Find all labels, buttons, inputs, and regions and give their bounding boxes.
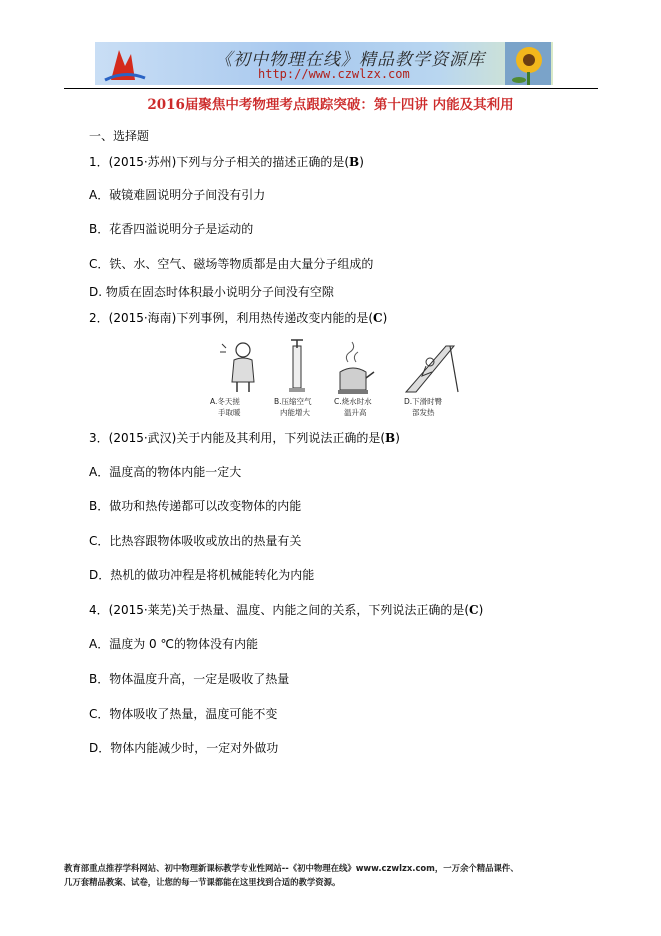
caption-a-line-1: A.冬天搓 [210,397,240,406]
rubbing-hands-illustration-icon [220,343,254,392]
question-1-option-d: D. 物质在固态时体积最小说明分子间没有空隙 [89,285,334,299]
question-4-stem: 4．(2015·莱芜)关于热量、温度、内能之间的关系，下列说法正确的是(C) [89,603,484,617]
caption-c-line-1: C.烧水时水 [334,397,372,406]
question-1-answer: B [349,155,360,169]
header-rule [64,88,598,89]
question-4-answer: C [469,603,479,617]
question-4-option-a: A．温度为 0 ℃的物体没有内能 [89,637,258,651]
caption-b-line-2: 内能增大 [280,408,310,417]
caption-d-line-1: D.下滑时臀 [404,397,443,406]
question-3-option-c: C．比热容跟物体吸收或放出的热量有关 [89,534,302,548]
air-compression-pump-illustration-icon [289,340,305,392]
banner-url[interactable]: http://www.czwlzx.com [258,67,410,81]
caption-c-line-2: 温升高 [344,408,367,417]
question-1-option-c: C．铁、水、空气、磁场等物质都是由大量分子组成的 [89,257,374,271]
question-2-figure [210,338,472,420]
caption-b-line-1: B.压缩空气 [274,397,312,406]
question-1-stem: 1．(2015·苏州)下列与分子相关的描述正确的是(B) [89,155,364,169]
slide-illustration-icon [406,346,458,392]
question-3-answer: B [385,431,396,445]
caption-d-line-2: 部发热 [412,408,435,417]
question-1-option-a: A．破镜难圆说明分子间没有引力 [89,188,266,202]
banner-title: 《初中物理在线》精品教学资源库 [215,50,485,70]
question-3-option-d: D．热机的做功冲程是将机械能转化为内能 [89,568,315,582]
site-logo-icon [101,44,149,84]
question-2-answer: C [373,311,383,325]
question-1-option-b: B．花香四溢说明分子是运动的 [89,222,254,236]
question-3-option-b: B．做功和热传递都可以改变物体的内能 [89,499,302,513]
document-title: 2016届聚焦中考物理考点跟踪突破：第十四讲 内能及其利用 [147,97,514,113]
caption-a-line-2: 手取暖 [218,408,241,417]
footer-line-1: 教育部重点推荐学科网站、初中物理新课标教学专业性网站--《初中物理在线》www.czwlzx.com，一万余个精品课件、 [64,863,519,873]
question-2-stem: 2．(2015·海南)下列事例，利用热传递改变内能的是(C) [89,311,388,325]
section-heading: 一、选择题 [89,129,150,143]
question-4-option-b: B．物体温度升高，一定是吸收了热量 [89,672,290,686]
sunflower-icon [505,42,551,85]
question-3-stem: 3．(2015·武汉)关于内能及其利用，下列说法正确的是(B) [89,431,400,445]
page-footer [64,861,604,889]
question-4-option-d: D．物体内能减少时，一定对外做功 [89,741,279,755]
question-4-option-c: C．物体吸收了热量，温度可能不变 [89,707,278,721]
footer-line-2: 几万套精品教案、试卷，让您的每一节课都能在这里找到合适的教学资源。 [64,877,341,887]
question-3-option-a: A．温度高的物体内能一定大 [89,465,242,479]
header-banner [95,42,553,85]
boiling-kettle-illustration-icon [338,342,374,394]
